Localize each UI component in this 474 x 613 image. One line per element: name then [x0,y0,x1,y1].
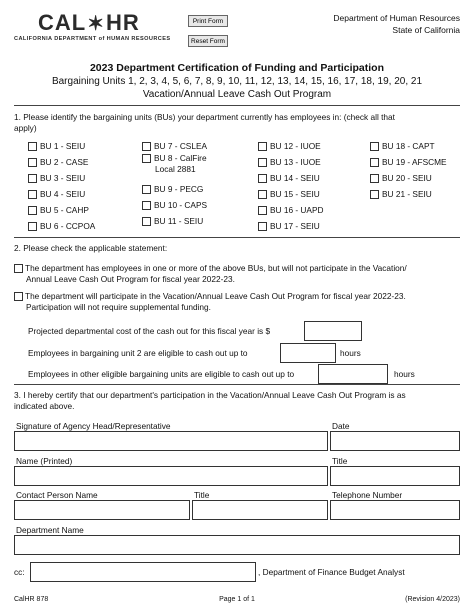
other-bu-hours-unit: hours [394,369,415,379]
logo-subtitle: CALIFORNIA DEPARTMENT of HUMAN RESOURCES [14,36,171,42]
bargaining-units-line: Bargaining Units 1, 2, 3, 4, 5, 6, 7, 8, 9, 10, 11, 12, 13, 14, 15, 16, 17, 18, 19, 20, 21 [51,76,423,87]
bu-17-checkbox[interactable]: BU 17 - SEIU [258,221,320,231]
cc-suffix: , Department of Finance Budget Analyst [258,567,405,577]
signature-field[interactable] [14,431,328,451]
divider [14,237,460,238]
bu-8-local-label: Local 2881 [155,164,196,174]
contact-title-field[interactable] [192,500,328,520]
bu-11-checkbox[interactable]: BU 11 - SEIU [142,216,203,226]
bu-10-checkbox[interactable]: BU 10 - CAPS [142,200,207,210]
section1-question [14,112,395,134]
option-not-participate-checkbox[interactable] [14,264,23,273]
name-field[interactable] [14,466,328,486]
contact-person-label: Contact Person Name [16,490,98,500]
bu2-hours-label: Employees in bargaining unit 2 are eligible to cash out up to [28,348,248,358]
revision: (Revision 4/2023) [405,596,460,603]
page-number: Page 1 of 1 [219,596,255,603]
department-name-field[interactable] [14,535,460,555]
form-title: 2023 Department Certification of Funding and Participation [89,62,385,74]
bu-15-checkbox[interactable]: BU 15 - SEIU [258,189,320,199]
logo-text-hr: HR [105,10,140,35]
contact-title-label: Title [194,490,210,500]
title-field[interactable] [330,466,460,486]
bu-19-checkbox[interactable]: BU 19 - AFSCME [370,157,447,167]
bu-18-checkbox[interactable]: BU 18 - CAPT [370,141,435,151]
telephone-field[interactable] [330,500,460,520]
bu-21-checkbox[interactable]: BU 21 - SEIU [370,189,432,199]
bu-4-checkbox[interactable]: BU 4 - SEIU [28,189,85,199]
bu2-hours-input[interactable] [280,343,336,363]
program-name: Vacation/Annual Leave Cash Out Program [142,89,332,100]
bu-7-checkbox[interactable]: BU 7 - CSLEA [142,141,207,151]
bu-2-checkbox[interactable]: BU 2 - CASE [28,157,88,167]
bu-13-checkbox[interactable]: BU 13 - IUOE [258,157,321,167]
logo-text-cal: CAL [38,10,87,35]
option-participate[interactable]: The department will participate in the Vacation/Annual Leave Cash Out Program for fiscal year 2022-23. Participation will not require supplemental funding. [14,291,460,313]
title-label: Title [332,456,348,466]
department-name: Department of Human Resources [333,13,460,23]
cc-label: cc: [14,567,25,577]
star-icon: ✶ [87,13,105,35]
bu-3-checkbox[interactable]: BU 3 - SEIU [28,173,85,183]
divider [14,105,460,106]
print-form-button[interactable]: Print Form [188,15,228,27]
other-bu-hours-input[interactable] [318,364,388,384]
date-field[interactable] [330,431,460,451]
calhr-logo [38,10,140,36]
form-id: CalHR 878 [14,596,49,603]
cc-field[interactable] [30,562,256,582]
state-name: State of California [392,25,460,35]
section2-question: 2. Please check the applicable statement: [14,243,168,253]
date-label: Date [332,421,350,431]
contact-person-field[interactable] [14,500,190,520]
bu-9-checkbox[interactable]: BU 9 - PECG [142,184,203,194]
bu-8-checkbox[interactable]: BU 8 - CalFire [142,153,207,163]
bu-5-checkbox[interactable]: BU 5 - CAHP [28,205,89,215]
bu-6-checkbox[interactable]: BU 6 - CCPOA [28,221,95,231]
projected-cost-input[interactable] [304,321,362,341]
bu-20-checkbox[interactable]: BU 20 - SEIU [370,173,432,183]
projected-cost-label: Projected departmental cost of the cash out for this fiscal year is $ [28,326,271,336]
signature-label: Signature of Agency Head/Representative [16,421,171,431]
option-not-participate[interactable]: The department has employees in one or more of the above BUs, but will not participate in the Vacation/ Annual Leave Cash Out Program for fiscal year 2022-23. [14,263,460,285]
section3-statement: 3. I hereby certify that our department's participation in the Vacation/Annual Leave Cash Out Program is as indicated above. [14,390,406,411]
bu2-hours-unit: hours [340,348,361,358]
option-participate-checkbox[interactable] [14,292,23,301]
name-label: Name (Printed) [16,456,73,466]
bu-14-checkbox[interactable]: BU 14 - SEIU [258,173,320,183]
reset-form-button[interactable]: Reset Form [188,35,228,47]
section1-question-line1: 1. Please identify the bargaining units (BUs) your department currently has employees in: (check all that [14,112,395,122]
bu-16-checkbox[interactable]: BU 16 - UAPD [258,205,323,215]
department-name-label: Department Name [16,525,84,535]
bu-1-checkbox[interactable]: BU 1 - SEIU [28,141,85,151]
telephone-label: Telephone Number [332,490,403,500]
other-bu-hours-label: Employees in other eligible bargaining units are eligible to cash out up to [28,369,295,379]
bu-12-checkbox[interactable]: BU 12 - IUOE [258,141,321,151]
divider [14,384,460,385]
section1-question-line2: apply) [14,123,37,133]
